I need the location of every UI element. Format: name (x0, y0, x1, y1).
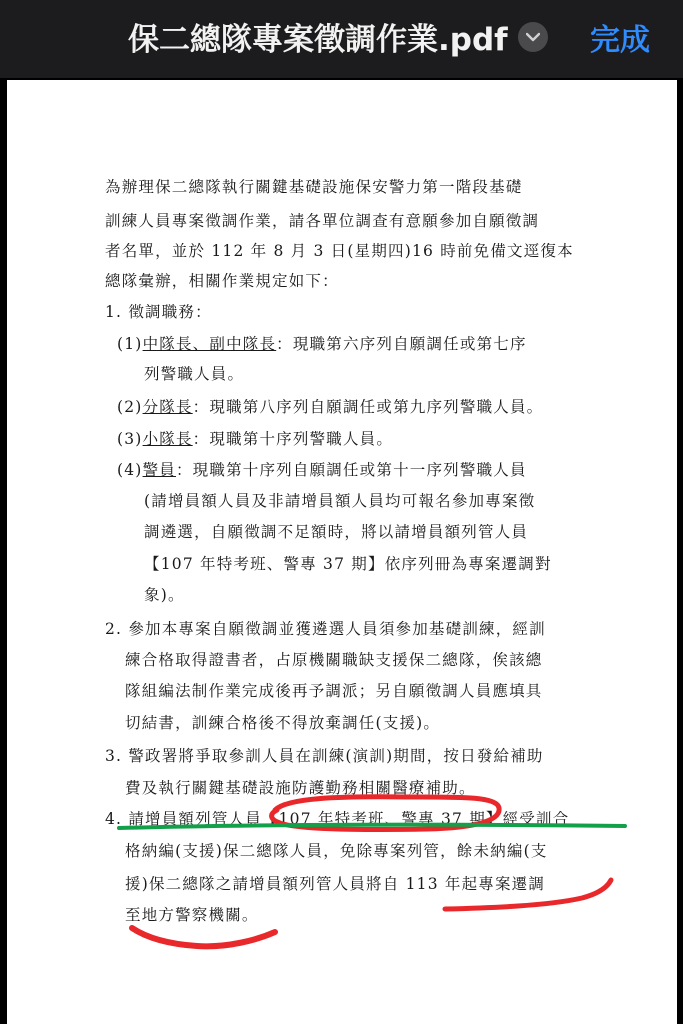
section-4-line: 至地方警察機關。 (125, 906, 259, 924)
role-label: 中隊長、副中隊長 (142, 335, 277, 353)
section-3-line: 3. 警政署將爭取參訓人員在訓練(演訓)期間，按日發給補助 (105, 747, 544, 765)
role-label: 分隊長 (142, 398, 193, 416)
intro-line: 總隊彙辦，相關作業規定如下： (105, 272, 339, 290)
intro-line: 為辦理保二總隊執行關鍵基礎設施保安警力第一階段基礎 (105, 178, 523, 196)
role-text: ：現職第八序列自願調任或第九序列警職人員。 (192, 398, 544, 416)
section-2-line: 切結書，訓練合格後不得放棄調任(支援)。 (125, 714, 441, 732)
title-menu-button[interactable] (518, 22, 548, 52)
section-2-line: 練合格取得證書者，占原機關職缺支援保二總隊，俟該總 (125, 651, 543, 669)
section-1-heading: 1. 徵調職務： (105, 303, 212, 321)
intro-line: 者名單，並於 112 年 8 月 3 日(星期四)16 時前免備文逕復本 (105, 242, 574, 260)
item-number: (3) (117, 430, 143, 448)
item-1-4 (117, 458, 527, 480)
document-body (7, 80, 677, 1024)
item-number: (2) (117, 398, 143, 416)
item-1-1-cont: 列警職人員。 (144, 365, 245, 383)
item-number: (4) (117, 461, 143, 479)
role-label: 警員 (142, 461, 176, 479)
document-title: 保二總隊專案徵調作業.pdf (128, 22, 508, 58)
item-1-3 (117, 427, 393, 449)
item-number: (1) (117, 335, 143, 353)
item-1-4-cont: 調遴選，自願徵調不足額時，將以請增員額列管人員 (144, 523, 529, 541)
section-2-line: 隊組編法制作業完成後再予調派；另自願徵調人員應填具 (125, 682, 543, 700)
intro-line: 訓練人員專案徵調作業，請各單位調查有意願參加自願徵調 (105, 212, 540, 230)
section-4-line: 援)保二總隊之請增員額列管人員將自 113 年起專案遷調 (125, 875, 546, 893)
item-1-4-cont: 【107 年特考班、警專 37 期】依序列冊為專案遷調對 (144, 555, 552, 573)
done-button[interactable]: 完成 (590, 23, 650, 58)
item-1-2 (117, 395, 543, 417)
role-text: ：現職第十序列自願調任或第十一序列警職人員 (175, 461, 527, 479)
role-text: ：現職第十序列警職人員。 (192, 430, 394, 448)
chevron-down-icon (526, 32, 540, 42)
pdf-page (7, 80, 677, 1024)
pdf-viewer-header (0, 0, 683, 78)
section-2-line: 2. 參加本專案自願徵調並獲遴選人員須參加基礎訓練，經訓 (105, 620, 546, 638)
item-1-4-cont: (請增員額人員及非請增員額人員均可報名參加專案徵 (144, 492, 536, 510)
section-3-line: 費及執行關鍵基礎設施防護勤務相關醫療補助。 (125, 779, 476, 797)
role-label: 小隊長 (142, 430, 193, 448)
section-4-line: 4. 請增員額列管人員【107 年特考班、警專 37 期】經受訓合 (105, 810, 570, 828)
item-1-1 (117, 332, 527, 354)
item-1-4-cont: 象)。 (144, 586, 185, 604)
section-4-line: 格納編(支援)保二總隊人員，免除專案列管，餘未納編(支 (125, 842, 548, 860)
role-text: ：現職第六序列自願調任或第七序 (276, 335, 527, 353)
